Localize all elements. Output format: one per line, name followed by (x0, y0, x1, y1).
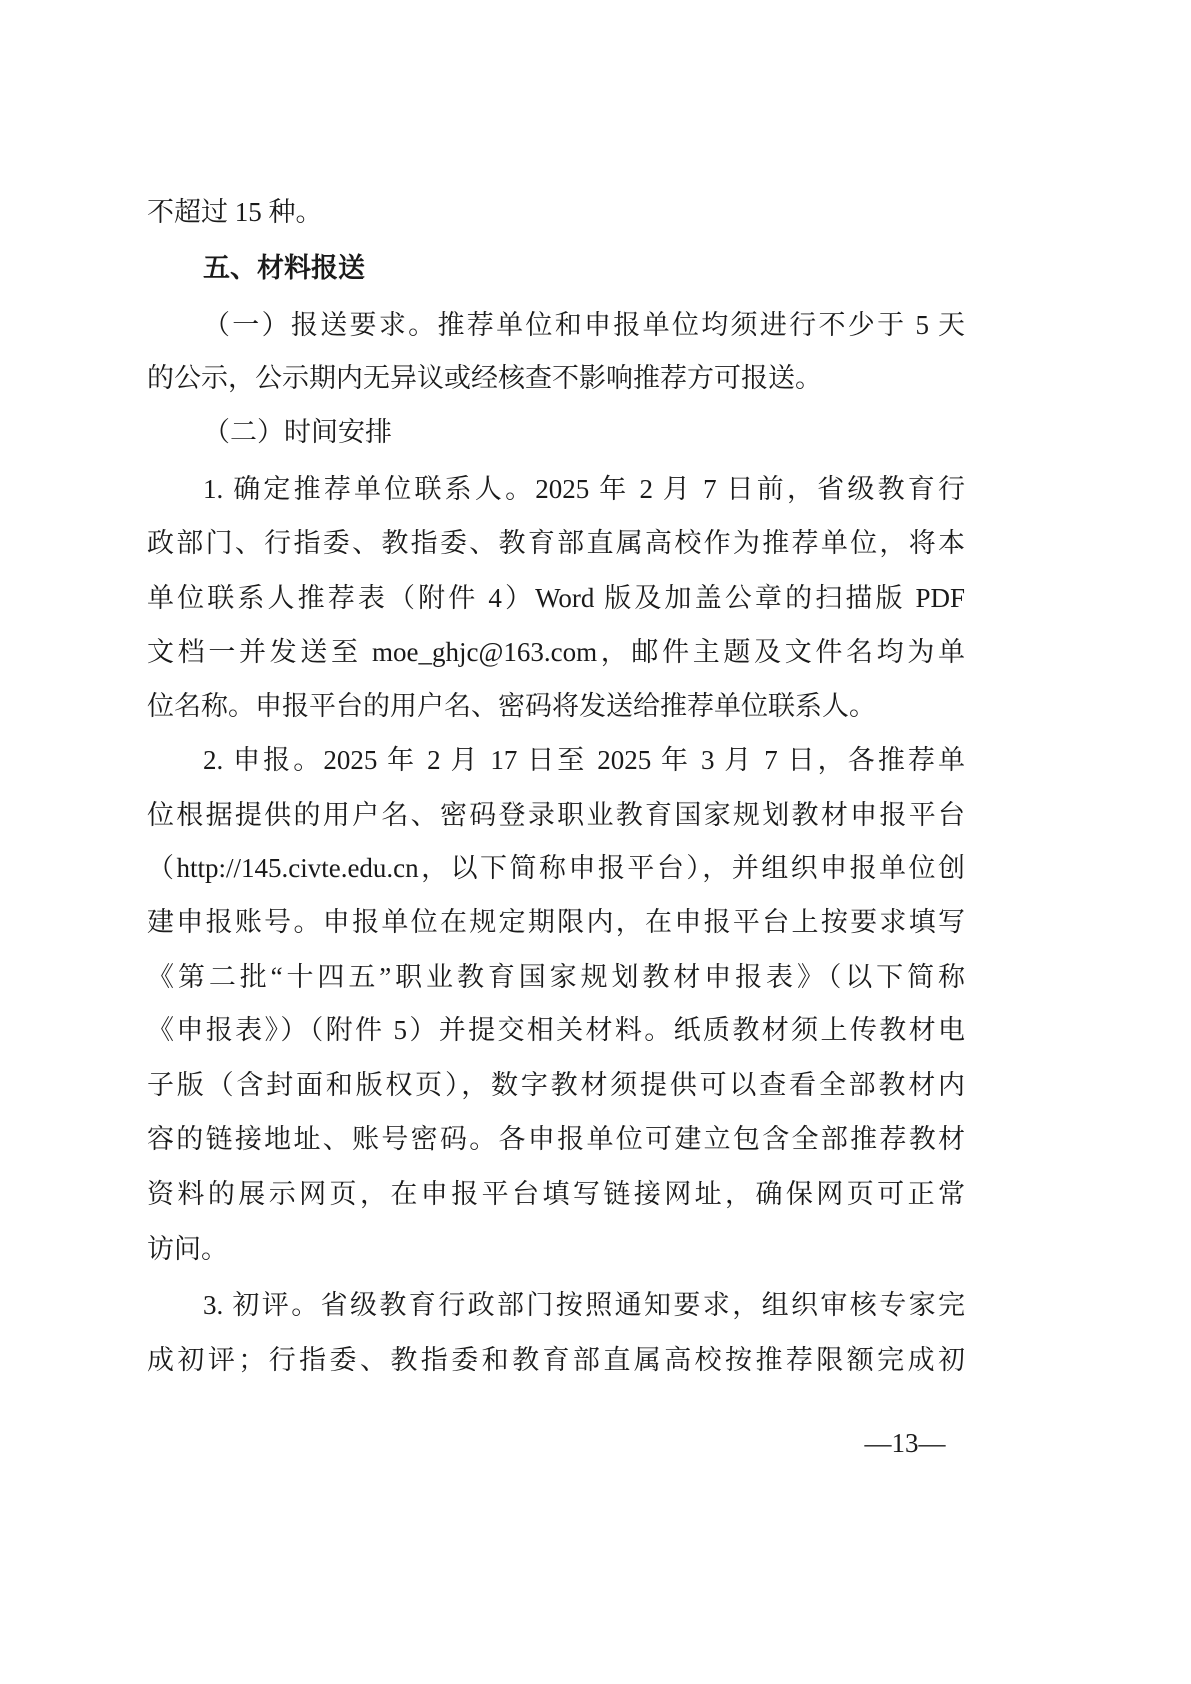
text-line: 建申报账号。申报单位在规定期限内，在申报平台上按要求填写 (147, 907, 965, 937)
text-line: （一）报送要求。推荐单位和申报单位均须进行不少于 5 天 (203, 310, 965, 340)
page-number: —13— (864, 1428, 946, 1458)
text-line: 文档一并发送至 moe_ghjc@163.com，邮件主题及文件名均为单 (147, 637, 965, 667)
text-line: 政部门、行指委、教指委、教育部直属高校作为推荐单位，将本 (147, 528, 965, 558)
text-line: （二）时间安排 (203, 417, 392, 447)
text-line: 的公示，公示期内无异议或经核查不影响推荐方可报送。 (147, 363, 822, 393)
section-heading: 五、材料报送 (203, 253, 365, 283)
text-line: 容的链接地址、账号密码。各申报单位可建立包含全部推荐教材 (147, 1124, 965, 1154)
text-line: 3. 初评。省级教育行政部门按照通知要求，组织审核专家完 (203, 1290, 965, 1320)
text-line: 《申报表》）（附件 5）并提交相关材料。纸质教材须上传教材电 (147, 1015, 965, 1045)
text-line: 《第二批“十四五”职业教育国家规划教材申报表》（以下简称 (147, 962, 965, 992)
text-line: 单位联系人推荐表（附件 4）Word 版及加盖公章的扫描版 PDF (147, 583, 965, 613)
text-line: 位名称。申报平台的用户名、密码将发送给推荐单位联系人。 (147, 691, 876, 721)
text-line: 2. 申报。2025 年 2 月 17 日至 2025 年 3 月 7 日，各推荐单 (203, 745, 965, 775)
text-line: 资料的展示网页，在申报平台填写链接网址，确保网页可正常 (147, 1179, 965, 1209)
text-line: （http://145.civte.edu.cn，以下简称申报平台），并组织申报单位创 (147, 853, 965, 883)
text-line: 子版（含封面和版权页），数字教材须提供可以查看全部教材内 (147, 1070, 965, 1100)
text-line: 1. 确定推荐单位联系人。2025 年 2 月 7 日前，省级教育行 (203, 474, 965, 504)
text-line: 成初评；行指委、教指委和教育部直属高校按推荐限额完成初 (147, 1345, 965, 1375)
text-line: 访问。 (147, 1234, 228, 1264)
text-line: 不超过 15 种。 (147, 197, 323, 227)
text-line: 位根据提供的用户名、密码登录职业教育国家规划教材申报平台 (147, 800, 965, 830)
